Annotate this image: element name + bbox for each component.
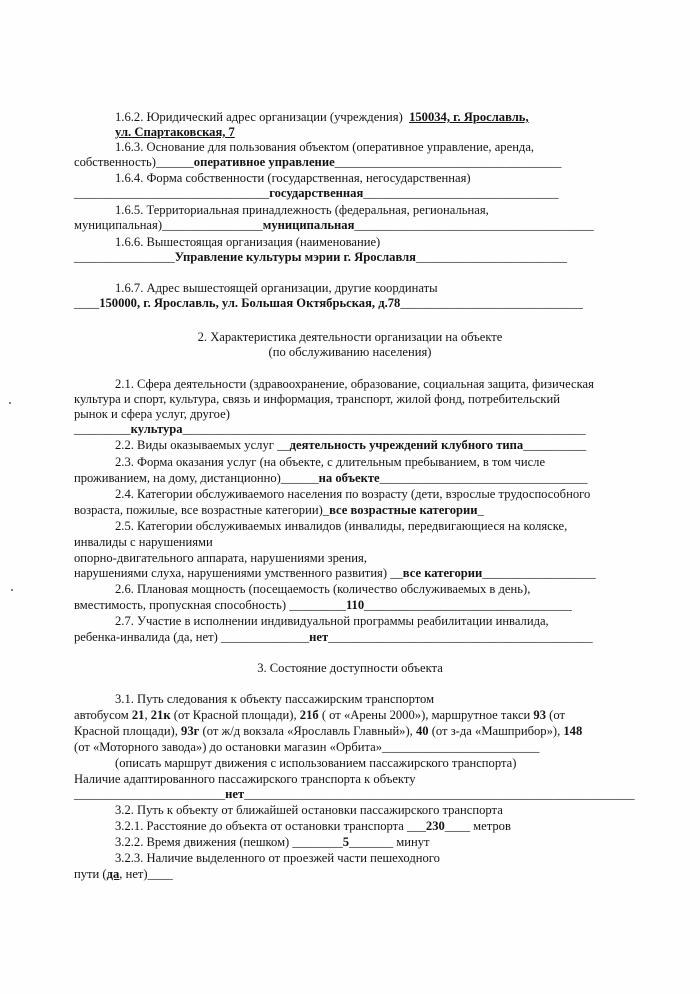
item-2-7-cont: ребенка-инвалида (да, нет) ______________нет__________________________________________	[74, 630, 593, 644]
item-1-6-3: 1.6.3. Основание для пользования объектом (оперативное управление, аренда,	[115, 140, 535, 154]
item-3-1-route-line-2: Красной площади), 93г (от ж/д вокзала «Ярославль Главный»), 40 (от з-да «Машприбор»), 148	[74, 724, 583, 738]
item-3-1-route-line-3: (от «Моторного завода») до остановки магазин «Орбита»_________________________	[74, 740, 540, 754]
item-1-6-5: 1.6.5. Территориальная принадлежность (федеральная, региональная,	[115, 203, 489, 217]
pedestrian-path-value: да	[106, 867, 120, 881]
item-3-2: 3.2. Путь к объекту от ближайшей остановки пассажирского транспорта	[115, 803, 503, 817]
item-2-1-value-line: _________культура________________________________________________________________	[74, 422, 586, 436]
item-3-2-2: 3.2.2. Время движения (пешком) ________5_______ минут	[115, 835, 430, 849]
item-2-7: 2.7. Участие в исполнении индивидуальной программы реабилитации инвалида,	[115, 614, 549, 628]
parent-org-address-value: 150000, г. Ярославль, ул. Большая Октябрьская, д.78	[99, 296, 401, 310]
item-2-4-cont: возраста, пожилые, все возрастные категории)_все возрастные категории_	[74, 503, 484, 517]
item-2-3-cont: проживанием, на дому, дистанционно)______на объекте_________________________________	[74, 471, 588, 485]
legal-address-value: 150034, г. Ярославль,	[409, 110, 529, 124]
scan-speck	[9, 402, 11, 404]
capacity-value: 110	[345, 598, 365, 612]
item-2-3: 2.3. Форма оказания услуг (на объекте, с длительным пребыванием, в том числе	[115, 455, 546, 469]
section-2-title: 2. Характеристика деятельности организации на объекте	[197, 330, 503, 344]
distance-value: 230	[425, 819, 445, 833]
item-3-2-1: 3.2.1. Расстояние до объекта от остановки транспорта ___230____ метров	[115, 819, 511, 833]
adapted-transport-label: Наличие адаптированного пассажирского транспорта к объекту	[74, 772, 416, 786]
item-2-5-cont2: опорно-двигательного аппарата, нарушениями зрения,	[74, 551, 367, 565]
territorial-value: муниципальная	[262, 218, 355, 232]
item-1-6-6-value-line: ________________Управление культуры мэрии г. Ярославля________________________	[74, 250, 568, 264]
item-2-5-cont3: нарушениями слуха, нарушениями умственного развития) __все категории__________________	[74, 566, 596, 580]
item-2-5: 2.5. Категории обслуживаемых инвалидов (инвалиды, передвигающиеся на коляске,	[115, 519, 568, 533]
item-2-1-cont2: рынок и сфера услуг, другое)	[74, 407, 230, 421]
item-1-6-4-value-line: _______________________________государственная_______________________________	[74, 186, 559, 200]
item-2-2: 2.2. Виды оказываемых услуг __деятельность учреждений клубного типа__________	[115, 438, 587, 452]
item-1-6-7: 1.6.7. Адрес вышестоящей организации, другие координаты	[115, 281, 438, 295]
item-3-2-3-cont: пути (да, нет)____	[74, 867, 173, 881]
ownership-value: государственная	[269, 186, 364, 200]
item-1-6-7-value-line: ____150000, г. Ярославль, ул. Большая Октябрьская, д.78_____________________________	[74, 296, 583, 310]
item-2-1-cont: культура и спорт, культура, связь и информация, транспорт, жилой фонд, потребительский	[74, 392, 561, 406]
item-2-4: 2.4. Категории обслуживаемого населения по возрасту (дети, взрослые трудоспособного	[115, 487, 591, 501]
walk-time-value: 5	[342, 835, 350, 849]
item-2-1: 2.1. Сфера деятельности (здравоохранение, образование, социальная защита, физическая	[115, 377, 594, 391]
parent-org-value: Управление культуры мэрии г. Ярославля	[174, 250, 416, 264]
section-2-subtitle: (по обслуживанию населения)	[268, 345, 432, 359]
item-1-6-5-cont: муниципальная)________________муниципальная______________________________________	[74, 218, 594, 232]
item-3-1-route-line-1: автобусом 21, 21к (от Красной площади), 21б ( от «Арены 2000»), маршрутное такси 93 (от	[74, 708, 565, 722]
section-3-title: 3. Состояние доступности объекта	[257, 661, 443, 675]
adapted-transport-value-line: ________________________нет______________________________________________________________	[74, 787, 635, 801]
adapted-transport-value: нет	[225, 787, 245, 801]
item-2-5-cont: инвалиды с нарушениями	[74, 535, 213, 549]
service-form-value: на объекте	[318, 471, 380, 485]
usage-basis-value: оперативное управление	[193, 155, 335, 169]
rehab-program-value: нет	[309, 630, 329, 644]
item-1-6-2: 1.6.2. Юридический адрес организации (учреждения) 150034, г. Ярославль,	[115, 110, 529, 124]
item-1-6-4: 1.6.4. Форма собственности (государственная, негосударственная)	[115, 171, 471, 185]
item-1-6-3-cont: собственность)______оперативное управление____________________________________	[74, 155, 562, 169]
item-2-6: 2.6. Плановая мощность (посещаемость (количество обслуживаемых в день),	[115, 582, 531, 596]
age-category-value: все возрастные категории	[329, 503, 478, 517]
services-value: деятельность учреждений клубного типа	[289, 438, 524, 452]
route-note: (описать маршрут движения с использованием пассажирского транспорта)	[115, 756, 517, 770]
legal-address-street: ул. Спартаковская, 7	[115, 125, 235, 139]
disability-category-value: все категории	[402, 566, 483, 580]
item-3-1: 3.1. Путь следования к объекту пассажирским транспортом	[115, 692, 435, 706]
item-3-2-3: 3.2.3. Наличие выделенного от проезжей части пешеходного	[115, 851, 440, 865]
item-1-6-6: 1.6.6. Вышестоящая организация (наименование)	[115, 235, 381, 249]
item-2-6-cont: вместимость, пропускная способность) _________110_________________________________	[74, 598, 572, 612]
activity-sphere-value: культура	[130, 422, 183, 436]
scan-speck	[11, 589, 13, 591]
